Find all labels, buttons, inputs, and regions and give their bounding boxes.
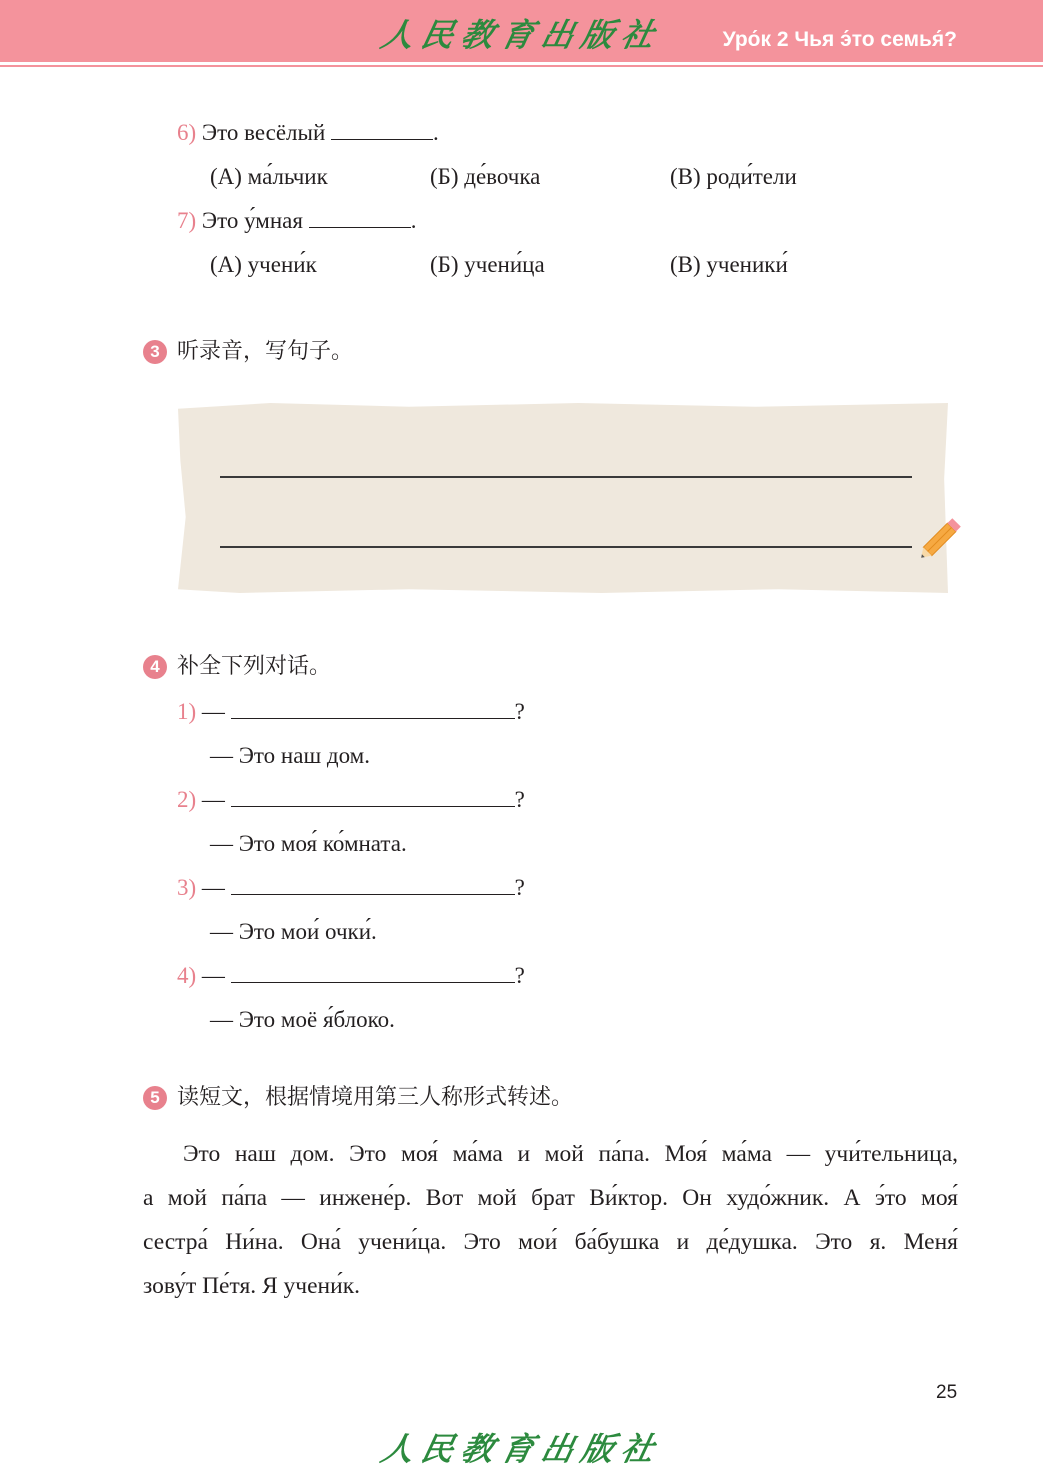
exercise-instruction: 读短文，根据情境用第三人称形式转述。 [177, 1085, 574, 1110]
question-number: 7) [177, 208, 197, 233]
passage-line: зову́т Пе́тя. Я учени́к. [143, 1273, 360, 1299]
dialogue-number: 3) [177, 875, 197, 900]
dialogue-2-answer: — Это моя́ ко́мната. [210, 831, 407, 856]
option-a: (А) учени́к [210, 252, 317, 277]
question-6 [177, 118, 439, 148]
passage-line: а мой па́па — инжене́р. Вот мой брат Ви́ктор. Он худо́жник. А э́то моя́ [143, 1185, 958, 1211]
answer-blank[interactable] [331, 119, 433, 140]
writing-line-2[interactable] [220, 546, 912, 548]
question-mark: ? [514, 699, 525, 724]
passage-line: сестра́ Ни́на. Она́ учени́ца. Это мои́ ба́бушка и де́душка. Это я. Меня́ [143, 1229, 958, 1255]
question-stem-end: . [433, 120, 439, 145]
passage-line: Это наш дом. Это моя́ ма́ма и мой па́па. Моя́ ма́ма — учи́тельница, [183, 1141, 958, 1167]
reading-passage [143, 1132, 958, 1308]
dialogue-4-answer: — Это моё я́блоко. [210, 1007, 395, 1032]
question-stem: Это весёлый [201, 120, 332, 145]
answer-blank[interactable] [309, 207, 411, 228]
dialogue-number: 2) [177, 787, 197, 812]
dialogue-1-question [177, 697, 525, 727]
exercise-number-badge: 3 [143, 340, 167, 364]
pencil-icon [912, 510, 970, 566]
question-stem: Это у́мная [201, 208, 309, 233]
dialogue-dash: — [201, 699, 225, 724]
exercise-number-badge: 4 [143, 655, 167, 679]
dialogue-3-question [177, 873, 525, 903]
footer-publisher-logo: 人民教育出版社 [377, 1430, 666, 1468]
question-mark: ? [514, 963, 525, 988]
dialogue-1-answer: — Это наш дом. [210, 743, 370, 768]
answer-blank[interactable] [231, 786, 515, 807]
exercise-instruction: 补全下列对话。 [177, 654, 332, 679]
writing-paper [178, 403, 948, 593]
exercise-instruction: 听录音，写句子。 [177, 339, 354, 364]
dialogue-dash: — [201, 787, 225, 812]
header-divider [0, 65, 1043, 67]
answer-blank[interactable] [231, 698, 515, 719]
dialogue-number: 4) [177, 963, 197, 988]
question-stem-end: . [410, 208, 417, 233]
dialogue-4-question [177, 961, 525, 991]
dialogue-dash: — [201, 963, 225, 988]
option-c: (В) роди́тели [670, 164, 797, 189]
question-mark: ? [514, 787, 525, 812]
exercise-4-title [143, 652, 331, 682]
question-mark: ? [514, 875, 525, 900]
question-7 [177, 206, 416, 236]
publisher-logo: 人民教育出版社 [377, 16, 666, 54]
dialogue-dash: — [201, 875, 225, 900]
exercise-5-title [143, 1083, 573, 1113]
dialogue-2-question [177, 785, 525, 815]
answer-blank[interactable] [231, 874, 515, 895]
option-a: (А) ма́льчик [210, 164, 328, 189]
option-b: (Б) учени́ца [430, 252, 545, 277]
dialogue-3-answer: — Это мои́ очки́. [210, 919, 377, 944]
lesson-title: Уро́к 2 Чья э́то семья́? [722, 28, 957, 51]
option-b: (Б) де́вочка [430, 164, 541, 189]
exercise-3-title [143, 337, 353, 367]
page-number: 25 [936, 1382, 958, 1403]
question-number: 6) [177, 120, 197, 145]
exercise-number-badge: 5 [143, 1086, 167, 1110]
answer-blank[interactable] [231, 962, 515, 983]
option-c: (В) ученики́ [670, 252, 788, 277]
dialogue-number: 1) [177, 699, 197, 724]
writing-line-1[interactable] [220, 476, 912, 478]
